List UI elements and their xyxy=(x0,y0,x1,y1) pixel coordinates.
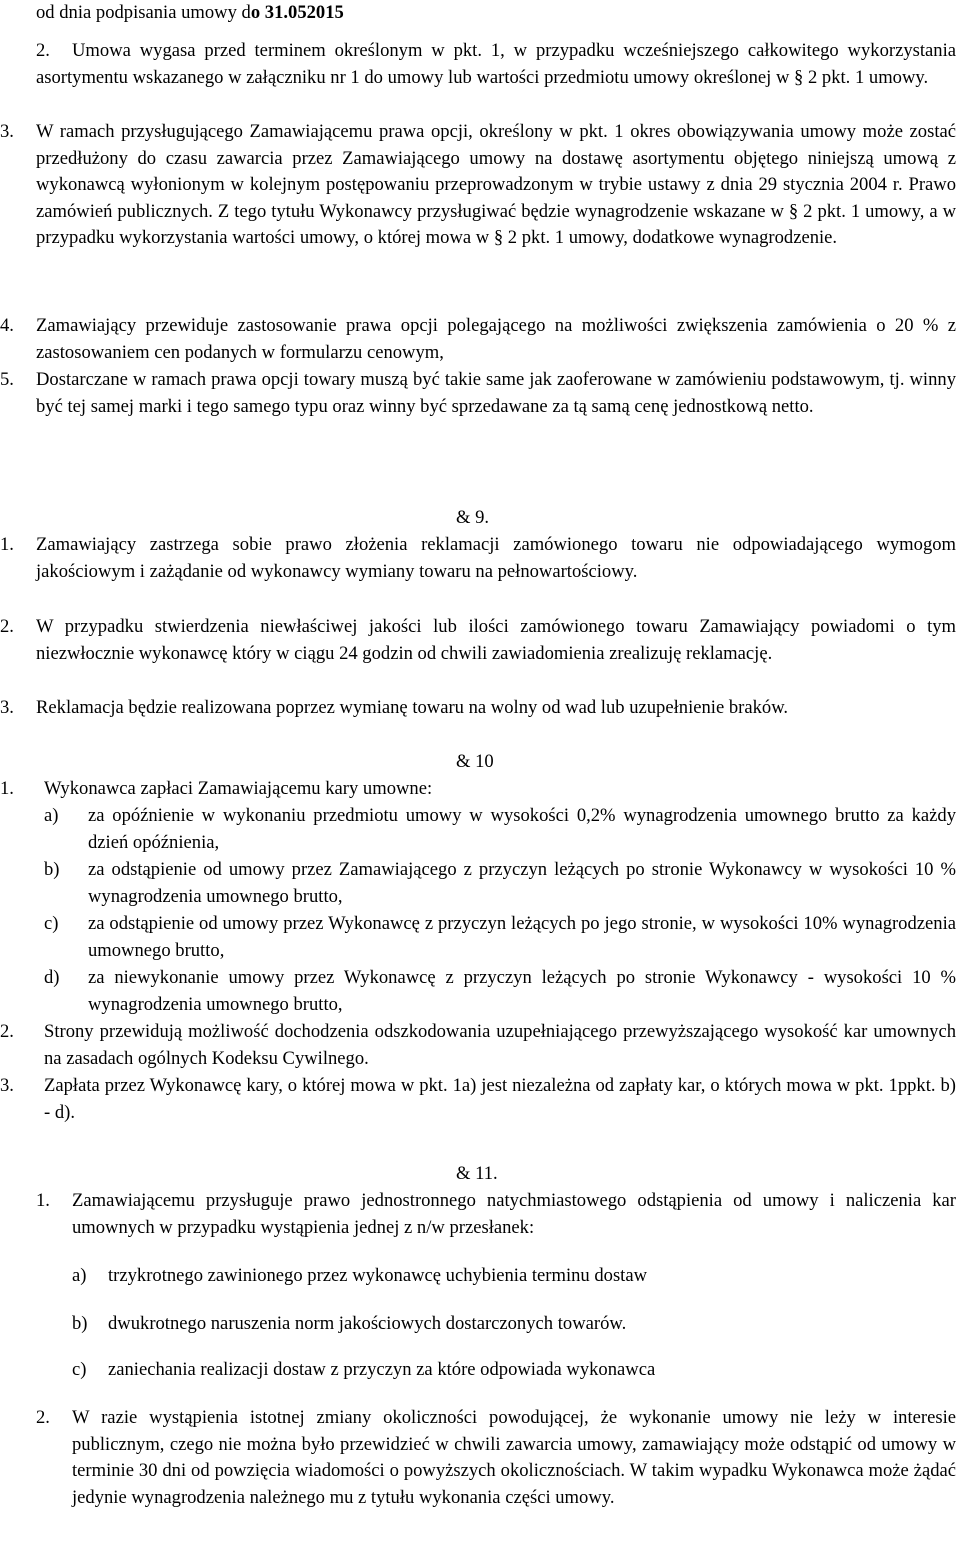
s10-item-1 xyxy=(0,776,956,803)
sub-text: za odstąpienie od umowy przez Wykonawcę z przyczyn leżących po jego stronie, w wysokości 10% wynagrodzenia umownego brutto, xyxy=(88,913,956,961)
s8-item-4 xyxy=(0,313,956,366)
sub-text: dwukrotnego naruszenia norm jakościowych dostarczonych towarów. xyxy=(108,1313,627,1334)
intro-line xyxy=(36,0,344,27)
item-text: W ramach przysługującego Zamawiającemu prawa opcji, określony w pkt. 1 okres obowiązywania umowy może zostać przedłużony do czasu zawarcia przez Zamawiającego umowy na dostawę asortymentu objętego niniejszą umową z wykonawcą wyłonionym w kolejnym postępowaniu przeprowadzonym w trybie ustawy z dnia 29 stycznia 2004 r. Prawo zamówień publicznych. Z tego tytułu Wykonawcy przysługiwać będzie wynagrodzenie wskazane w § 2 pkt. 1 umowy, a w przypadku wykorzystania wartości umowy, o której mowa w § 2 pkt. 1 umowy, dodatkowe wynagrodzenie. xyxy=(36,121,956,249)
s8-item-5 xyxy=(0,367,956,420)
sub-label: b) xyxy=(44,859,60,880)
item-number: 5. xyxy=(0,369,14,390)
sub-text: za opóźnienie w wykonaniu przedmiotu umowy w wysokości 0,2% wynagrodzenia umownego brutto za każdy dzień opóźnienia, xyxy=(88,805,956,853)
s10-item-2 xyxy=(0,1019,956,1072)
sub-text: trzykrotnego zawinionego przez wykonawcę uchybienia terminu dostaw xyxy=(108,1265,648,1286)
item-number: 1. xyxy=(36,1190,50,1211)
s9-item-1 xyxy=(0,532,956,585)
sub-label: a) xyxy=(44,805,59,826)
item-text: W razie wystąpienia istotnej zmiany okoliczności powodującej, że wykonanie umowy nie leży w interesie publicznym, czego nie można było przewidzieć w chwili zawarcia umowy, zamawiający może odstąpić od umowy w terminie 30 dni od powzięcia wiadomości o powyższych okolicznościach. W takim wypadku Wykonawca może żądać jedynie wynagrodzenia należnego mu z tytułu wykonania części umowy. xyxy=(72,1407,956,1508)
sub-label: d) xyxy=(44,967,60,988)
item-text: Strony przewidują możliwość dochodzenia odszkodowania uzupełniającego przewyższającego wysokość kar umownych na zasadach ogólnych Kodeksu Cywilnego. xyxy=(44,1021,956,1069)
sub-label: b) xyxy=(72,1313,88,1334)
item-text: Zamawiający zastrzega sobie prawo złożenia reklamacji zamówionego towaru nie odpowiadającego wymogom jakościowym i zażądanie od wykonawcy wymiany towaru na pełnowartościowy. xyxy=(36,534,956,582)
item-text: Zamawiający przewiduje zastosowanie prawa opcji polegającego na możliwości zwiększenia zamówienia o 20 % z zastosowaniem cen podanych w formularzu cenowym, xyxy=(36,315,956,363)
intro-date: o 31.052015 xyxy=(250,2,344,23)
intro-text: od dnia podpisania umowy d xyxy=(36,2,251,23)
s10-sub-c xyxy=(44,911,956,964)
item-text: Dostarczane w ramach prawa opcji towary muszą być takie same jak zaoferowane w zamówieniu podstawowym, tj. winny być tej samej marki i tego samego typu oraz winny być sprzedawane za tą samą cenę jednostkową netto. xyxy=(36,369,956,417)
s11-item-2 xyxy=(36,1405,956,1511)
item-number: 3. xyxy=(0,121,14,142)
item-number: 2. xyxy=(0,616,14,637)
sub-label: c) xyxy=(44,913,59,934)
item-number: 3. xyxy=(0,697,14,718)
item-number: 1. xyxy=(0,778,14,799)
item-number: 3. xyxy=(0,1075,14,1096)
section-9-heading: & 9. xyxy=(456,507,490,528)
s8-item-2 xyxy=(36,38,956,91)
section-11-heading: & 11. xyxy=(456,1163,498,1184)
s9-item-2 xyxy=(0,614,956,667)
s10-item-3 xyxy=(0,1073,956,1126)
s10-sub-b xyxy=(44,857,956,910)
s11-item-1 xyxy=(36,1188,956,1241)
sub-text: za niewykonanie umowy przez Wykonawcę z przyczyn leżących po stronie Wykonawcy - wysokości 10 % wynagrodzenia umownego brutto, xyxy=(88,967,956,1015)
s10-sub-a xyxy=(44,803,956,856)
s9-item-3 xyxy=(0,695,956,722)
sub-label: c) xyxy=(72,1359,87,1380)
sub-text: za odstąpienie od umowy przez Zamawiającego z przyczyn leżących po stronie Wykonawcy w wysokości 10 % wynagrodzenia umownego brutto, xyxy=(88,859,956,907)
item-number: 2. xyxy=(0,1021,14,1042)
s11-sub-c xyxy=(72,1357,952,1384)
s8-item-3 xyxy=(0,119,956,252)
s11-sub-a xyxy=(72,1263,952,1290)
section-10-heading: & 10 xyxy=(456,751,494,772)
item-text: Zapłata przez Wykonawcę kary, o której mowa w pkt. 1a) jest niezależna od zapłaty kar, o których mowa w pkt. 1ppkt. b) - d). xyxy=(44,1075,956,1123)
item-number: 4. xyxy=(0,315,14,336)
sub-label: a) xyxy=(72,1265,87,1286)
item-text: W przypadku stwierdzenia niewłaściwej jakości lub ilości zamówionego towaru Zamawiający powiadomi o tym niezwłocznie wykonawcę który w ciągu 24 godzin od chwili zawiadomienia zrealizuję reklamację. xyxy=(36,616,956,664)
item-number: 1. xyxy=(0,534,14,555)
item-number: 2. xyxy=(36,40,50,61)
s10-sub-d xyxy=(44,965,956,1018)
sub-text: zaniechania realizacji dostaw z przyczyn za które odpowiada wykonawca xyxy=(108,1359,656,1380)
item-text: Wykonawca zapłaci Zamawiającemu kary umowne: xyxy=(44,778,433,799)
item-text: Umowa wygasa przed terminem określonym w pkt. 1, w przypadku wcześniejszego całkowitego wykorzystania asortymentu wskazanego w załączniku nr 1 do umowy lub wartości przedmiotu umowy określonej w § 2 pkt. 1 umowy. xyxy=(36,40,956,88)
item-text: Reklamacja będzie realizowana poprzez wymianę towaru na wolny od wad lub uzupełnienie braków. xyxy=(36,697,789,718)
item-number: 2. xyxy=(36,1407,50,1428)
s11-sub-b xyxy=(72,1311,952,1338)
item-text: Zamawiającemu przysługuje prawo jednostronnego natychmiastowego odstąpienia od umowy i naliczenia kar umownych w przypadku wystąpienia jednej z n/w przesłanek: xyxy=(72,1190,956,1238)
